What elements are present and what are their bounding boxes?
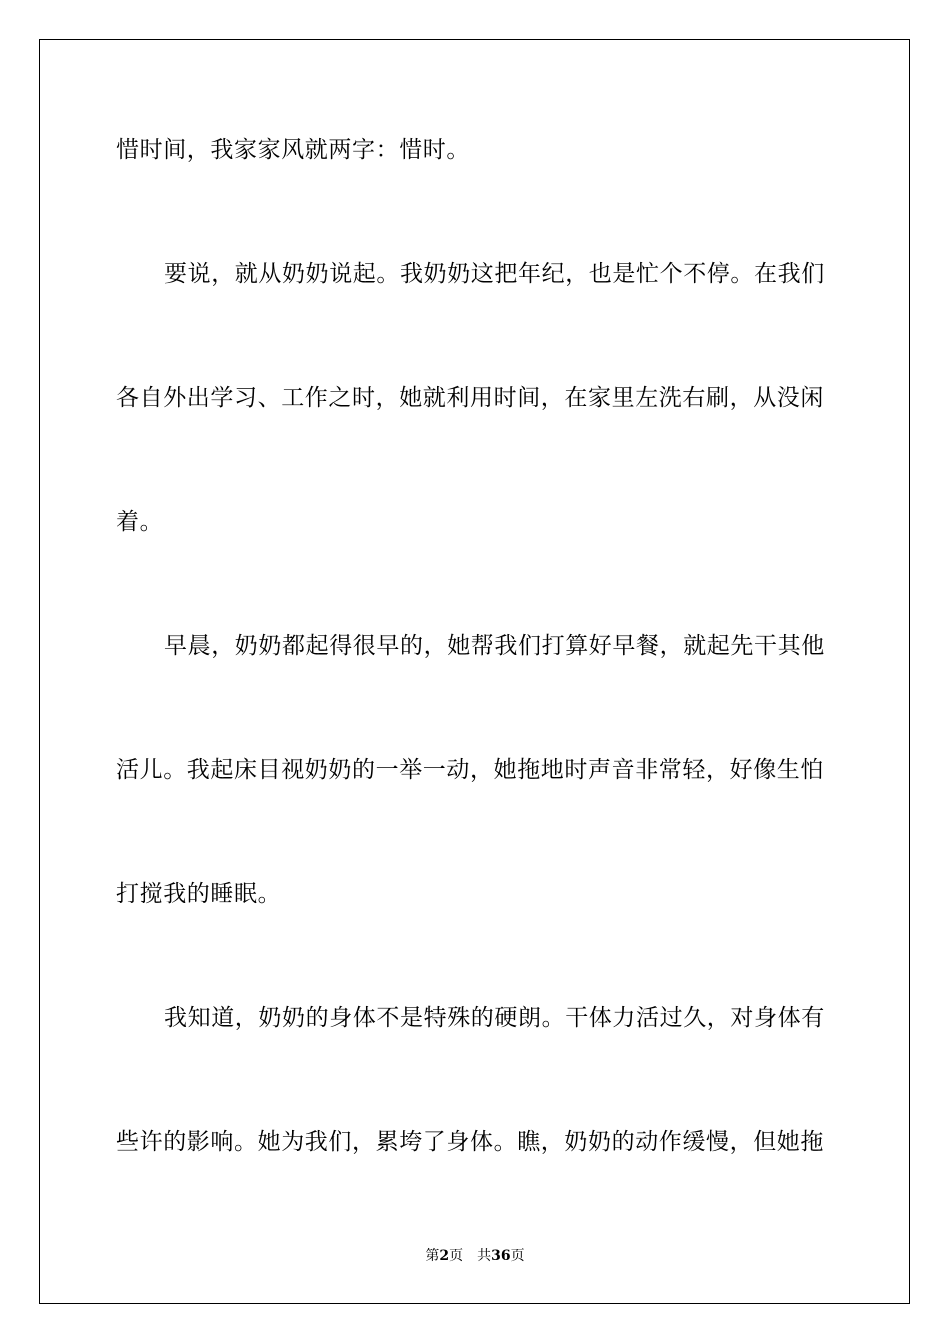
total-prefix: 共 xyxy=(477,1248,492,1264)
total-suffix: 页 xyxy=(510,1248,525,1264)
text-line: 活儿。我起床目视奶奶的一举一动，她拖地时声音非常轻，好像生怕 xyxy=(116,757,824,783)
text-line: 着。 xyxy=(116,509,164,535)
page-border xyxy=(39,39,910,1304)
text-line: 惜时间，我家家风就两字：惜时。 xyxy=(116,137,470,163)
total-pages: 36 xyxy=(491,1248,511,1264)
page-prefix: 第 xyxy=(425,1248,440,1264)
page-footer xyxy=(0,1246,950,1266)
page-number: 2 xyxy=(439,1248,450,1264)
text-line: 些许的影响。她为我们，累垮了身体。瞧，奶奶的动作缓慢，但她拖 xyxy=(116,1129,824,1155)
text-line: 打搅我的睡眠。 xyxy=(116,881,282,907)
text-line: 我知道，奶奶的身体不是特殊的硬朗。干体力活过久，对身体有 xyxy=(164,1005,825,1031)
text-line: 要说，就从奶奶说起。我奶奶这把年纪，也是忙个不停。在我们 xyxy=(164,261,825,287)
text-line: 早晨，奶奶都起得很早的，她帮我们打算好早餐，就起先干其他 xyxy=(164,633,825,659)
page-suffix: 页 xyxy=(449,1248,464,1264)
text-line: 各自外出学习、工作之时，她就利用时间，在家里左洗右刷，从没闲 xyxy=(116,385,824,411)
